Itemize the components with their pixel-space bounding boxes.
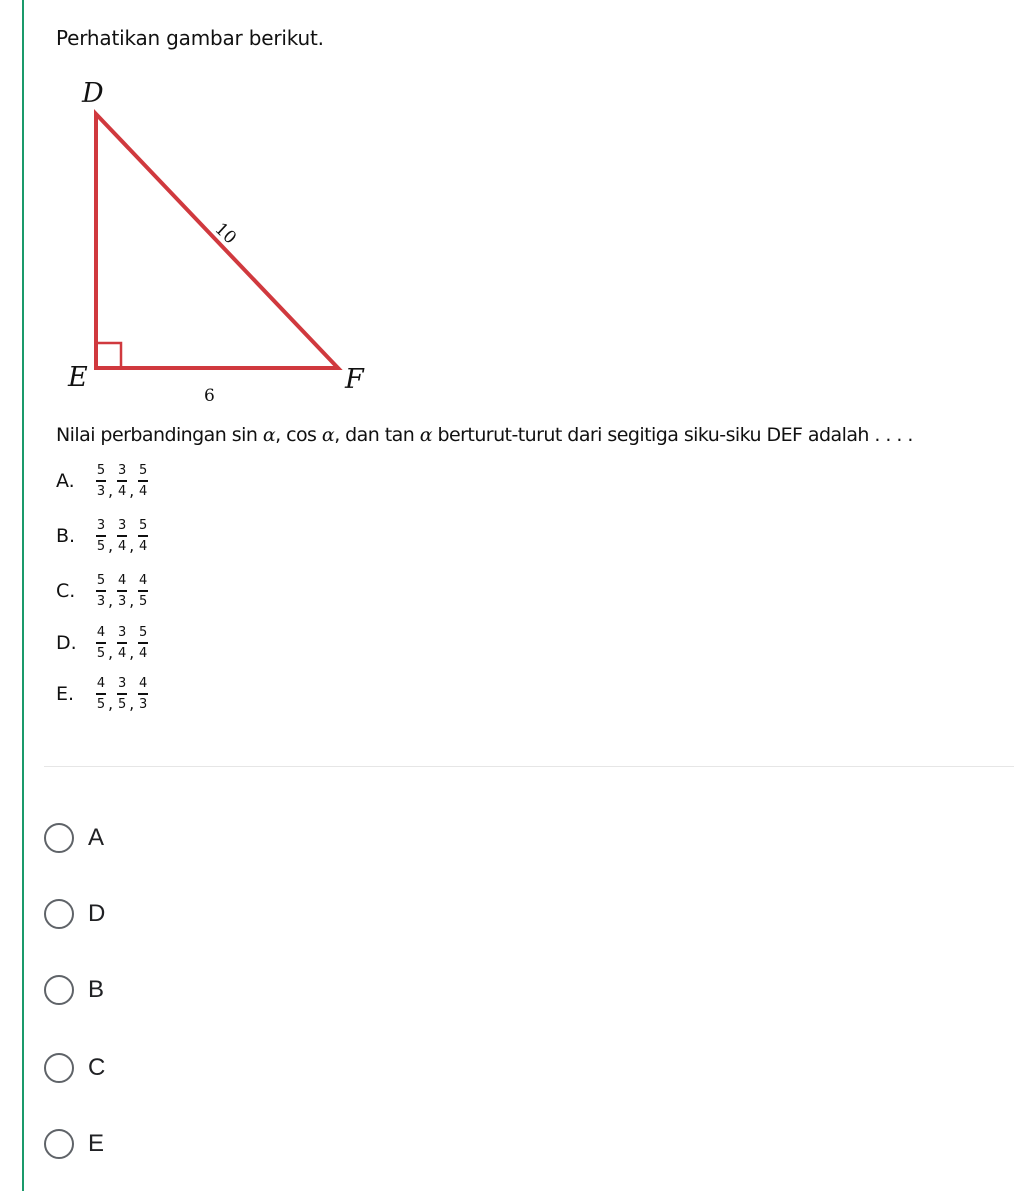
fraction-denominator: 4 — [117, 539, 127, 554]
triangle-diagram — [60, 70, 380, 410]
fraction-bar — [96, 480, 106, 482]
vertex-d-label: D — [82, 78, 104, 109]
fraction-numerator: 4 — [117, 573, 127, 588]
fraction-bar — [96, 642, 106, 644]
separator-comma: , — [108, 694, 114, 713]
fraction-bar — [117, 693, 127, 695]
fraction-denominator: 5 — [96, 646, 106, 661]
fraction-denominator: 3 — [139, 697, 148, 712]
fraction — [117, 625, 127, 661]
fraction-denominator: 4 — [117, 646, 127, 661]
fraction — [96, 573, 106, 609]
alpha-symbol: α — [262, 424, 276, 446]
radio-circle-icon[interactable] — [44, 899, 74, 929]
fraction — [138, 463, 148, 499]
separator-comma: , — [129, 643, 135, 662]
answer-option-e[interactable] — [44, 1124, 104, 1164]
radio-circle-icon[interactable] — [44, 823, 74, 853]
option-row — [56, 456, 148, 506]
fraction-numerator: 4 — [139, 573, 148, 588]
option-letter: E. — [56, 683, 75, 705]
separator-comma: , — [129, 694, 135, 713]
fraction-denominator: 5 — [117, 697, 127, 712]
separator-comma: , — [129, 536, 135, 555]
answer-label: A — [88, 824, 105, 851]
option-row — [56, 669, 148, 719]
option-row — [56, 618, 148, 668]
separator-comma: , — [108, 481, 114, 500]
fraction — [138, 518, 148, 554]
question-text-part-2: , cos — [275, 424, 322, 446]
fraction — [96, 518, 106, 554]
separator-comma: , — [129, 591, 135, 610]
answer-option-d[interactable] — [44, 894, 105, 934]
fraction-bar — [138, 535, 148, 537]
fraction-numerator: 4 — [139, 676, 148, 691]
fraction — [117, 463, 127, 499]
radio-circle-icon[interactable] — [44, 1053, 74, 1083]
fraction — [138, 625, 148, 661]
fraction-numerator: 3 — [117, 463, 127, 478]
fraction-bar — [96, 693, 106, 695]
question-text-part-1: Nilai perbandingan sin — [56, 424, 263, 446]
fraction-numerator: 5 — [96, 463, 106, 478]
question-text — [56, 424, 913, 446]
fraction — [96, 625, 106, 661]
vertex-e-label: E — [68, 362, 88, 393]
fraction-denominator: 3 — [96, 594, 106, 609]
fraction-bar — [138, 642, 148, 644]
question-intro: Perhatikan gambar berikut. — [56, 26, 324, 50]
separator-comma: , — [108, 536, 114, 555]
answer-option-a[interactable] — [44, 818, 104, 858]
fraction-denominator: 3 — [117, 594, 127, 609]
answer-label: D — [88, 900, 106, 927]
right-angle-marker — [96, 343, 121, 368]
question-text-part-3: , dan tan — [334, 424, 420, 446]
fraction-denominator: 5 — [139, 594, 148, 609]
fraction-denominator: 5 — [96, 697, 106, 712]
answer-label: C — [88, 1054, 106, 1081]
fraction-numerator: 5 — [139, 463, 148, 478]
radio-circle-icon[interactable] — [44, 1129, 74, 1159]
answer-label: B — [88, 976, 105, 1003]
fraction-denominator: 4 — [139, 539, 148, 554]
triangle-figure — [60, 70, 380, 415]
alpha-symbol: α — [321, 424, 335, 446]
alpha-symbol: α — [419, 424, 433, 446]
fraction-bar — [117, 480, 127, 482]
answer-option-c[interactable] — [44, 1048, 105, 1088]
divider — [44, 766, 1014, 767]
option-row — [56, 511, 148, 561]
fraction-numerator: 3 — [117, 625, 127, 640]
fraction-numerator: 4 — [96, 625, 106, 640]
fraction-bar — [117, 590, 127, 592]
base-label: 6 — [204, 386, 215, 406]
option-letter: B. — [56, 525, 76, 547]
option-letter: A. — [56, 470, 75, 492]
fraction-bar — [117, 642, 127, 644]
fraction-numerator: 4 — [96, 676, 106, 691]
fraction — [117, 573, 127, 609]
fraction-denominator: 3 — [96, 484, 106, 499]
fraction-bar — [96, 590, 106, 592]
triangle-def — [96, 114, 338, 368]
fraction-denominator: 5 — [96, 539, 106, 554]
answer-label: E — [88, 1130, 105, 1157]
vertex-f-label: F — [345, 364, 364, 395]
separator-comma: , — [108, 591, 114, 610]
fraction-numerator: 5 — [96, 573, 106, 588]
fraction-denominator: 4 — [139, 646, 148, 661]
fraction — [117, 676, 127, 712]
fraction-numerator: 5 — [139, 625, 148, 640]
fraction-bar — [96, 535, 106, 537]
fraction — [96, 676, 106, 712]
fraction-bar — [138, 693, 148, 695]
fraction-bar — [138, 590, 148, 592]
question-text-part-4: berturut-turut dari segitiga siku-siku DEF adalah . . . . — [432, 424, 913, 446]
left-accent-bar — [22, 0, 24, 1191]
option-letter: D. — [56, 632, 77, 654]
fraction-denominator: 4 — [139, 484, 148, 499]
fraction — [138, 676, 148, 712]
fraction — [117, 518, 127, 554]
fraction-bar — [138, 480, 148, 482]
fraction-numerator: 3 — [117, 676, 127, 691]
answer-option-b[interactable] — [44, 970, 104, 1010]
fraction — [96, 463, 106, 499]
radio-circle-icon[interactable] — [44, 975, 74, 1005]
option-letter: C. — [56, 580, 76, 602]
fraction-bar — [117, 535, 127, 537]
fraction-denominator: 4 — [117, 484, 127, 499]
fraction — [138, 573, 148, 609]
option-row — [56, 566, 148, 616]
separator-comma: , — [108, 643, 114, 662]
separator-comma: , — [129, 481, 135, 500]
fraction-numerator: 3 — [96, 518, 106, 533]
fraction-numerator: 3 — [117, 518, 127, 533]
hypotenuse-label: 10 — [210, 219, 241, 249]
fraction-numerator: 5 — [139, 518, 148, 533]
